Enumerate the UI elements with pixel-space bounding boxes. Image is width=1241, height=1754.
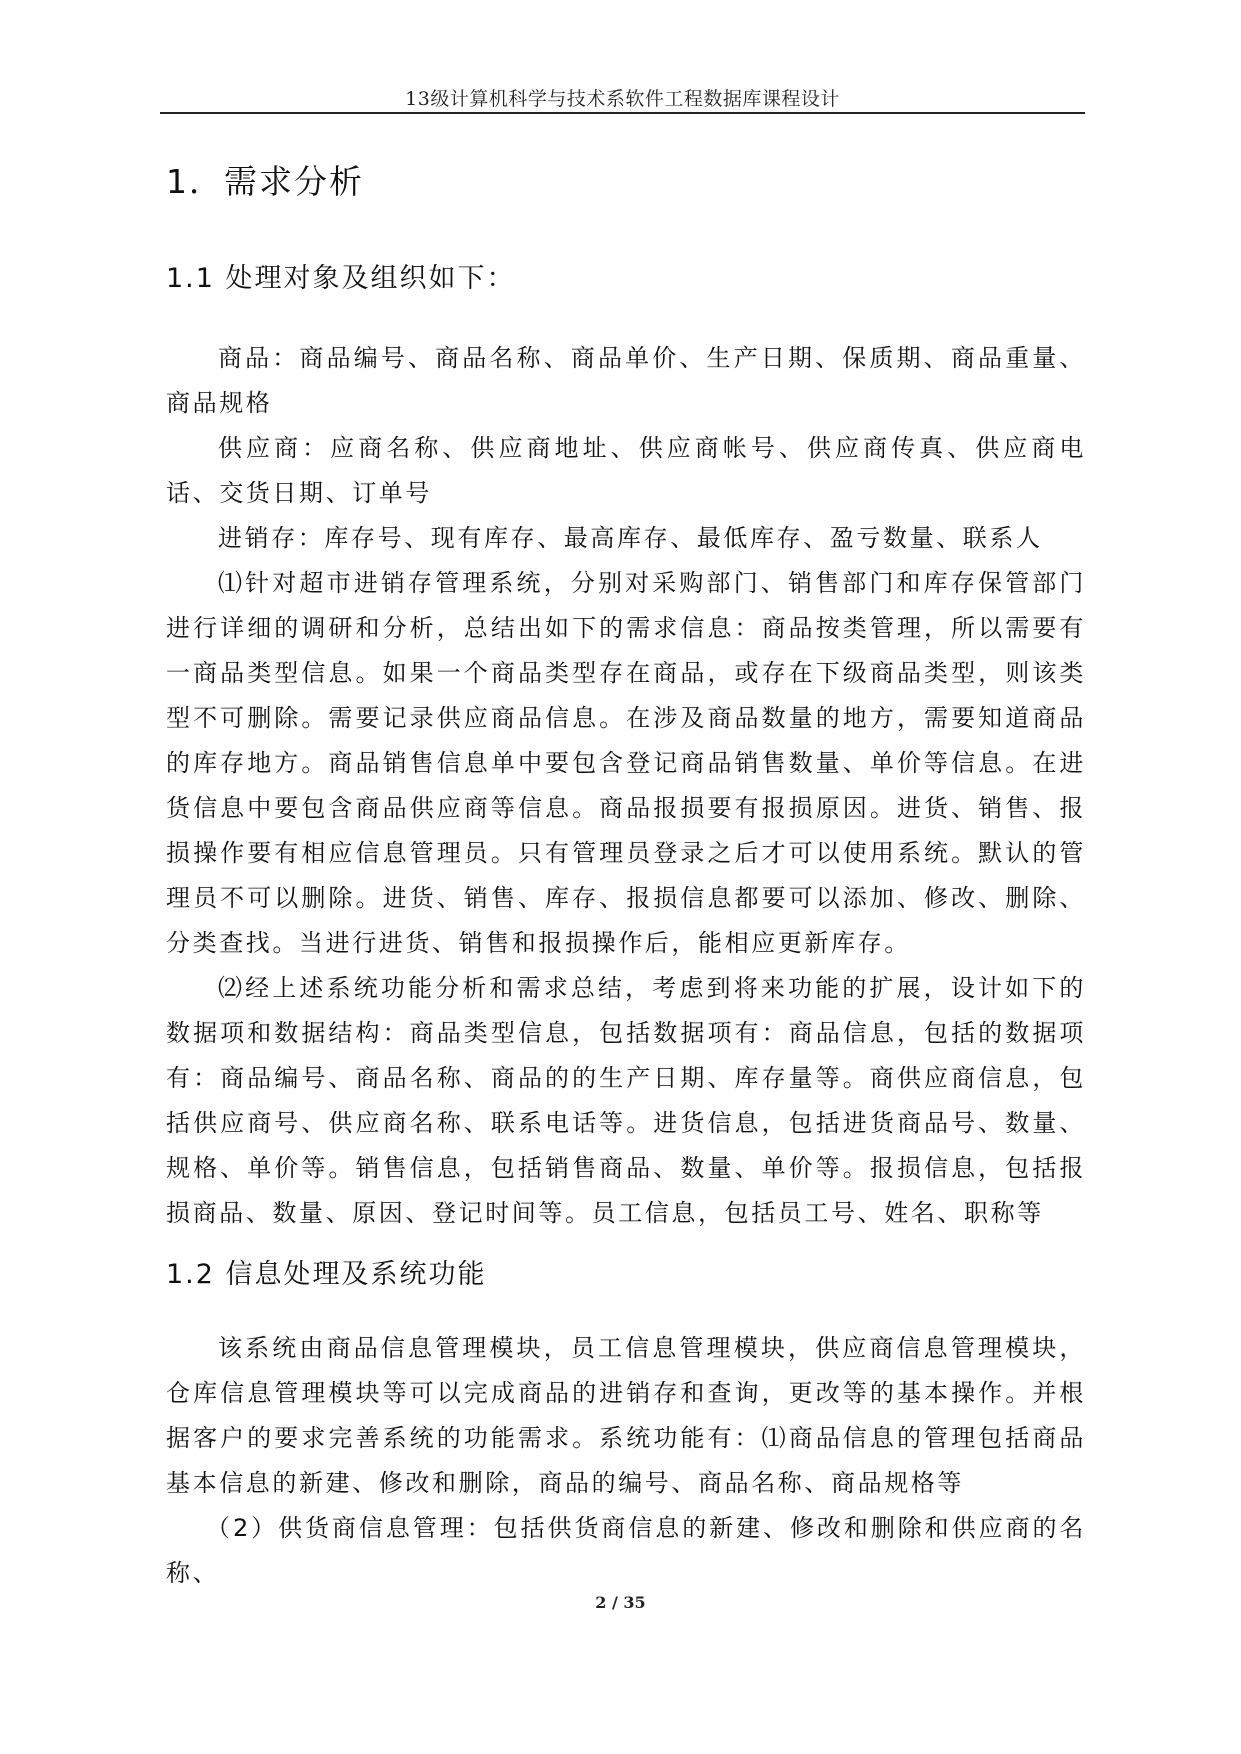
paragraph-product-fields: 商品：商品编号、商品名称、商品单价、生产日期、保质期、商品重量、商品规格	[166, 344, 1086, 417]
section-1-heading: 1．需求分析	[166, 162, 364, 201]
paragraph-supplier-fields: 供应商：应商名称、供应商地址、供应商帐号、供应商传真、供应商电话、交货日期、订单号	[166, 434, 1086, 507]
paragraph-system-modules: 该系统由商品信息管理模块，员工信息管理模块，供应商信息管理模块，仓库信息管理模块等可以完成商品的进销存和查询，更改等的基本操作。并根据客户的要求完善系统的功能需求。系统功能有：⑴商品信息的管理包括商品基本信息的新建、修改和删除，商品的编号、商品名称、商品规格等	[166, 1334, 1086, 1497]
paragraph-requirements-2: ⑵经上述系统功能分析和需求总结，考虑到将来功能的扩展，设计如下的数据项和数据结构：商品类型信息，包括数据项有：商品信息，包括的数据项有：商品编号、商品名称、商品的的生产日期、库存量等。商供应商信息，包括供应商号、供应商名称、联系电话等。进货信息，包括进货商品号、数量、规格、单价等。销售信息，包括销售商品、数量、单价等。报损信息，包括报损商品、数量、原因、登记时间等。员工信息，包括员工号、姓名、职称等	[166, 974, 1086, 1227]
running-header: 13级计算机科学与技术系软件工程数据库课程设计	[405, 88, 840, 110]
section-1-2-heading: 1.2 信息处理及系统功能	[166, 1259, 487, 1290]
paragraph-supplier-management: （2）供货商信息管理：包括供货商信息的新建、修改和删除和供应商的名称、	[166, 1514, 1086, 1587]
paragraph-requirements-1: ⑴针对超市进销存管理系统，分别对采购部门、销售部门和库存保管部门进行详细的调研和分析，总结出如下的需求信息：商品按类管理，所以需要有一商品类型信息。如果一个商品类型存在商品，或存在下级商品类型，则该类型不可删除。需要记录供应商品信息。在涉及商品数量的地方，需要知道商品的库存地方。商品销售信息单中要包含登记商品销售数量、单价等信息。在进货信息中要包含商品供应商等信息。商品报损要有报损原因。进货、销售、报损操作要有相应信息管理员。只有管理员登录之后才可以使用系统。默认的管理员不可以删除。进货、销售、库存、报损信息都要可以添加、修改、删除、分类查找。当进行进货、销售和报损操作后，能相应更新库存。	[166, 569, 1086, 957]
section-1-1-heading: 1.1 处理对象及组织如下：	[166, 263, 516, 294]
header-rule	[160, 112, 1085, 114]
page-body	[166, 150, 1086, 1596]
paragraph-inventory-fields: 进销存：库存号、现有库存、最高库存、最低库存、盈亏数量、联系人	[218, 524, 1043, 552]
page-number: 2 / 35	[595, 1593, 646, 1612]
